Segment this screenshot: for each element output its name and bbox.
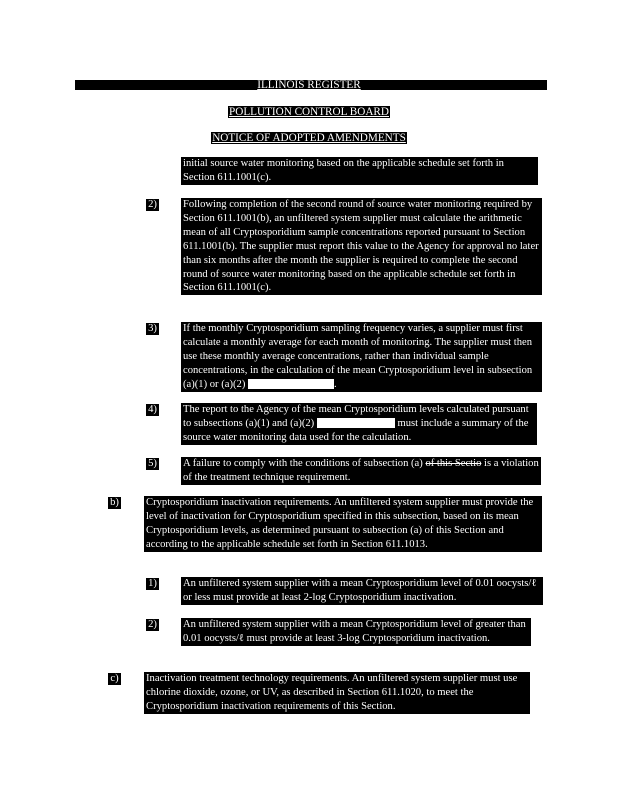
subsection-a5-marker: 5) — [146, 458, 159, 470]
board-title: POLLUTION CONTROL BOARD — [229, 106, 389, 118]
a4-text-2: must include a summary of the source water monitoring data used for the calculation. — [183, 417, 529, 443]
subsection-c-marker: c) — [108, 673, 121, 685]
subsection-a4-marker: 4) — [146, 404, 159, 416]
a5-text-2: is a violation of the treatment technique requirement. — [183, 458, 539, 483]
a3-end: . — [334, 378, 337, 390]
subsection-c-paragraph: Inactivation treatment technology requirements. An unfiltered system supplier must use chlorine dioxide, ozone, or UV, as described in Section 611.1020, to meet the Cryptosporidium inactivation requirements of this Section. — [144, 672, 530, 714]
subsection-b1-marker: 1) — [146, 578, 159, 590]
subsection-b-marker: b) — [108, 497, 121, 509]
subsection-a2-marker: 2) — [146, 199, 159, 211]
subsection-a3-marker: 3) — [146, 323, 159, 335]
subsection-b2-marker: 2) — [146, 619, 159, 631]
notice-title: NOTICE OF ADOPTED AMENDMENTS — [212, 132, 406, 144]
subsection-b2-paragraph: An unfiltered system supplier with a mean Cryptosporidium level of greater than 0.01 oocysts/ℓ must provide at least 3-log Cryptosporidium inactivation. — [181, 618, 531, 646]
subsection-a4-paragraph — [181, 403, 537, 445]
a3-text: If the monthly Cryptosporidium sampling frequency varies, a supplier must first calculate a monthly average for each month of monitoring. The supplier must then use these monthly average concentrations, rather than individual sample concentrations, in the calculation of the mean Cryptosporidium level in subsection (a)(1) or (a)(2) — [183, 323, 533, 390]
subsection-b1-paragraph: An unfiltered system supplier with a mean Cryptosporidium level of 0.01 oocysts/ℓ or less must provide at least 2-log Cryptosporidium inactivation. — [181, 577, 543, 605]
a4-text-1: The report to the Agency of the mean Cryptosporidium levels calculated pursuant to subsections (a)(1) and (a)(2) — [183, 404, 529, 429]
subsection-b-paragraph: Cryptosporidium inactivation requirements. An unfiltered system supplier must provide the level of inactivation for Cryptosporidium specified in this subsection, based on its mean Cryptosporidium levels, as determined pursuant to subsection (a) of this Section and according to the applicable schedule set forth in Section 611.1013. — [144, 496, 542, 552]
redaction-mark — [317, 418, 395, 428]
a5-deleted-text: of this Sectio — [425, 458, 482, 469]
subsection-a2-paragraph: Following completion of the second round of source water monitoring required by Section 611.1001(b), an unfiltered system supplier must calculate the arithmetic mean of all Cryptosporidium sample concentrations reported pursuant to Section 611.1001(b). The supplier must report this value to the Agency for approval no later than six months after the month the supplier is required to complete the second round of source water monitoring based on the applicable schedule set forth in Section 611.1001(c). — [181, 198, 542, 295]
register-title: ILLINOIS REGISTER — [257, 79, 361, 91]
continuation-paragraph: initial source water monitoring based on the applicable schedule set forth in Section 611.1001(c). — [181, 157, 538, 185]
redaction-mark — [248, 379, 334, 389]
a5-text-1: A failure to comply with the conditions of subsection (a) — [183, 458, 423, 469]
subsection-a5-paragraph — [181, 457, 541, 485]
subsection-a3-paragraph — [181, 322, 542, 392]
